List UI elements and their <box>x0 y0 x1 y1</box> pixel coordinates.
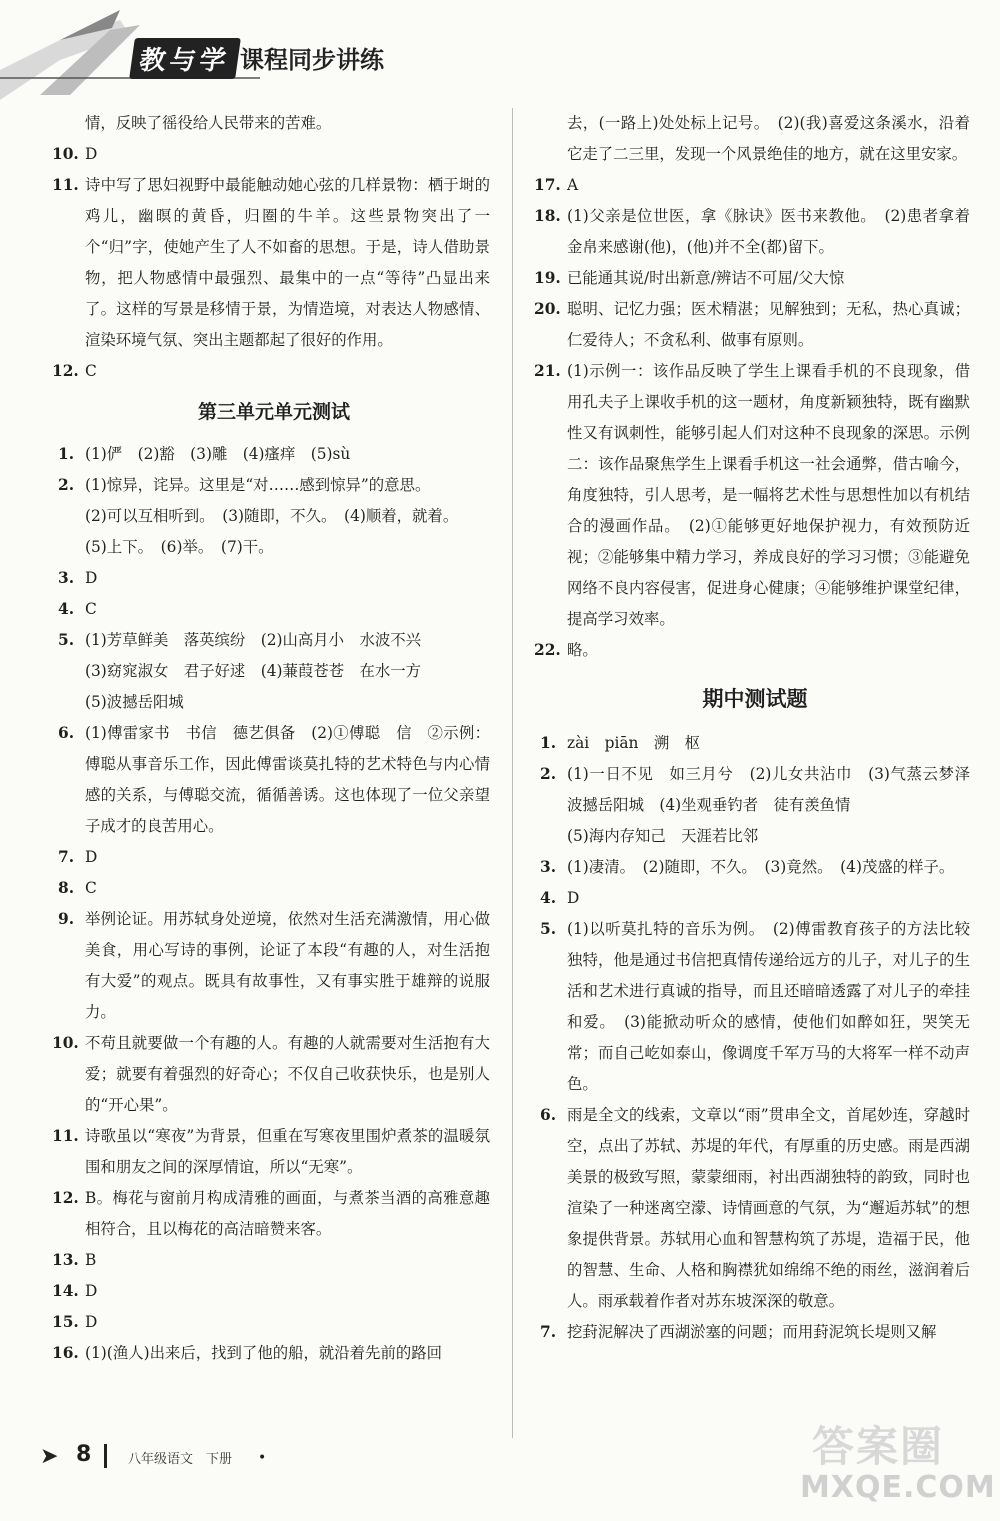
question-number: 12. <box>52 362 79 380</box>
watermark-logo <box>800 1414 995 1514</box>
answer-item <box>58 594 490 625</box>
section-title: 第三单元单元测试 <box>197 401 350 423</box>
answer-item <box>540 883 970 914</box>
answer-text: 雨是全文的线索，文章以“雨”贯串全文，首尾妙连，穿越时空，点出了苏轼、苏堤的年代，有厚重的历史感。雨是西湖美景的极致写照，蒙蒙细雨，衬出西湖独特的韵致，同时也渲染了一种迷离空濛、诗情画意的气氛，为“邂逅苏轼”的想象提供背景。苏轼用心血和智慧构筑了苏堤，造福于民，他的智慧、生命、人格和胸襟犹如绵绵不绝的雨丝，滋润着后人。雨承载着作者对苏东坡深深的敬意。 <box>567 1106 970 1310</box>
question-number: 7. <box>58 848 75 866</box>
answer-item <box>534 635 970 666</box>
answer-text: (1)芳草鲜美 落英缤纷 (2)山高月小 水波不兴 (3)窈窕淑女 君子好逑 (4)蒹葭苍苍 在水一方 (5)波撼岳阳城 <box>85 631 422 711</box>
question-number: 19. <box>534 269 561 287</box>
answer-text: (1)一日不见 如三月兮 (2)儿女共沾巾 (3)气蒸云梦泽 波撼岳阳城 (4)坐观垂钓者 徒有羡鱼情 (5)海内存知己 天涯若比邻 <box>567 765 970 845</box>
answer-text: A <box>567 176 579 194</box>
question-number: 16. <box>52 1344 79 1362</box>
answer-text: D <box>85 1313 98 1331</box>
watermark-url: MXQE.COM <box>800 1470 996 1505</box>
answer-text: (1)俨 (2)豁 (3)雕 (4)瘙痒 (5)sù <box>85 445 351 463</box>
question-number: 18. <box>534 207 561 225</box>
answer-item <box>540 759 970 852</box>
answer-text: 情，反映了徭役给人民带来的苦难。 <box>85 114 332 132</box>
answer-text: 已能通其说/时出新意/辨诘不可屈/父大惊 <box>567 269 845 287</box>
footer-divider <box>104 1444 107 1468</box>
answer-text: D <box>85 848 98 866</box>
answer-text: (1)父亲是位世医，拿《脉诀》医书来教他。 (2)患者拿着金帛来感谢(他)，(他)并不全(都)留下。 <box>567 207 970 256</box>
answer-text: B <box>85 1251 97 1269</box>
question-number: 11. <box>52 176 79 194</box>
question-number: 3. <box>540 858 557 876</box>
page-number: 8 <box>76 1442 92 1467</box>
question-number: 4. <box>540 889 557 907</box>
question-number: 21. <box>534 362 561 380</box>
answer-item <box>52 1183 490 1245</box>
answer-item <box>58 873 490 904</box>
answer-text: 不苟且就要做一个有趣的人。有趣的人就需要对生活抱有大爱；就要有着强烈的好奇心；不仅自己收获快乐，也是别人的“开心果”。 <box>85 1034 490 1114</box>
answer-item <box>52 1307 490 1338</box>
question-number: 17. <box>534 176 561 194</box>
answer-text: 诗中写了思妇视野中最能触动她心弦的几样景物：栖于埘的鸡儿，幽暝的黄昏，归圈的牛羊。这些景物突出了一个“归”字，使她产生了人不如畜的思想。于是，诗人借助景物，把人物感情中最强烈、最集中的一点“等待”凸显出来了。这样的写景是移情于景，为情造境，对表达人物感情、渲染环境气氛、突出主题都起了很好的作用。 <box>85 176 490 349</box>
brand-logo: 教与学 <box>129 38 241 79</box>
answer-item <box>534 294 970 356</box>
answer-item <box>58 625 490 718</box>
question-number: 10. <box>52 1034 79 1052</box>
answer-text: zài piān 溯 枢 <box>567 734 701 752</box>
answer-item <box>58 842 490 873</box>
question-number: 9. <box>58 910 75 928</box>
question-number: 20. <box>534 300 561 318</box>
answer-text: 举例论证。用苏轼身处逆境，依然对生活充满激情，用心做美食，用心写诗的事例，论证了本段“有趣的人，对生活抱有大爱”的观点。既具有故事性，又有事实胜于雄辩的说服力。 <box>85 910 490 1021</box>
answer-item <box>540 914 970 1100</box>
answer-item <box>52 1338 490 1369</box>
question-number: 1. <box>58 445 75 463</box>
footer-dot: • <box>258 1450 267 1466</box>
answer-text: (1)凄清。 (2)随即，不久。 (3)竟然。 (4)茂盛的样子。 <box>567 858 955 876</box>
question-number: 12. <box>52 1189 79 1207</box>
question-number: 6. <box>58 724 75 742</box>
answer-item <box>52 1245 490 1276</box>
answer-text: 挖葑泥解决了西湖淤塞的问题；而用葑泥筑长堤则又解 <box>567 1323 937 1341</box>
answer-item <box>58 904 490 1028</box>
answer-item <box>58 439 490 470</box>
answer-item <box>534 356 970 635</box>
answer-text: 略。 <box>567 641 598 659</box>
question-number: 5. <box>58 631 75 649</box>
answer-item <box>52 1121 490 1183</box>
answer-item <box>540 108 970 170</box>
question-number: 14. <box>52 1282 79 1300</box>
watermark-text: 答案圈 <box>812 1422 945 1471</box>
answer-item <box>58 718 490 842</box>
question-number: 22. <box>534 641 561 659</box>
answer-text: D <box>85 145 98 163</box>
answer-item <box>52 139 490 170</box>
answer-item <box>52 1028 490 1121</box>
question-number: 7. <box>540 1323 557 1341</box>
question-number: 1. <box>540 734 557 752</box>
page-header <box>0 0 1000 100</box>
answer-item <box>534 201 970 263</box>
answer-item <box>540 1317 970 1348</box>
answer-item <box>540 852 970 883</box>
question-number: 13. <box>52 1251 79 1269</box>
answer-item <box>58 108 490 139</box>
answer-text: (1)傅雷家书 书信 德艺俱备 (2)①傅聪 信 ②示例：傅聪从事音乐工作，因此傅雷谈莫扎特的艺术特色与内心情感的关系，与傅聪交流，循循善诱。这也体现了一位父亲望子成才的良苦用心。 <box>85 724 490 835</box>
answer-text: (1)以听莫扎特的音乐为例。 (2)傅雷教育孩子的方法比较独特，他是通过书信把真情传递给远方的儿子，对儿子的生活和艺术进行真诚的指导，而且还暗暗透露了对儿子的牵挂和爱。 (3)能掀动听众的感情，使他们如醉如狂，哭笑无常；而自己屹如泰山，像调度千军万马的大将军一样不动声色。 <box>567 920 970 1093</box>
question-number: 2. <box>58 476 75 494</box>
question-number: 3. <box>58 569 75 587</box>
question-number: 6. <box>540 1106 557 1124</box>
left-column <box>52 108 490 1369</box>
answer-item <box>52 1276 490 1307</box>
answer-item <box>52 170 490 356</box>
answer-text: C <box>85 362 97 380</box>
answer-text: (1)示例一：该作品反映了学生上课看手机的不良现象，借用孔夫子上课收手机的这一题材，角度新颖独特，既有幽默性又有讽刺性，能够引起人们对这种不良现象的深思。示例二：该作品聚焦学生上课看手机这一社会通弊，借古喻今，角度独特，引人思考，是一幅将艺术性与思想性加以有机结合的漫画作品。 (2)①能够更好地保护视力，有效预防近视；②能够集中精力学习，养成良好的学习习惯；③能避免网络不良内容侵害，促进身心健康；④能够维护课堂纪律，提高学习效率。 <box>567 362 970 628</box>
answer-item <box>534 170 970 201</box>
answer-text: (1)惊异，诧异。这里是“对……感到惊异”的意思。 (2)可以互相听到。 (3)随即，不久。 (4)顺着，就着。 (5)上下。 (6)举。 (7)干。 <box>85 476 459 556</box>
answer-text: 聪明、记忆力强；医术精湛；见解独到；无私，热心真诚；仁爱待人；不贪私利、做事有原则。 <box>567 300 970 349</box>
answer-text: 诗歌虽以“寒夜”为背景，但重在写寒夜里围炉煮茶的温暖氛围和朋友之间的深厚情谊，所以“无寒”。 <box>85 1127 490 1176</box>
answer-item <box>58 563 490 594</box>
answer-text: B。梅花与窗前月构成清雅的画面，与煮茶当酒的高雅意趣相符合，且以梅花的高洁暗赞来客。 <box>85 1189 490 1238</box>
page-footer <box>40 1440 600 1480</box>
answer-text: C <box>85 600 97 618</box>
book-title: 八年级语文 下册 <box>128 1452 233 1467</box>
arrow-icon: ➤ <box>40 1444 59 1469</box>
answer-text: C <box>85 879 97 897</box>
answer-item <box>540 1100 970 1317</box>
question-number: 15. <box>52 1313 79 1331</box>
section-title: 期中测试题 <box>702 687 808 711</box>
answer-text: D <box>85 1282 98 1300</box>
question-number: 5. <box>540 920 557 938</box>
series-title: 课程同步讲练 <box>240 46 384 74</box>
answer-item <box>540 728 970 759</box>
right-column <box>534 108 970 1348</box>
question-number: 11. <box>52 1127 79 1145</box>
question-number: 4. <box>58 600 75 618</box>
question-number: 2. <box>540 765 557 783</box>
answer-text: D <box>567 889 580 907</box>
answer-item <box>52 356 490 387</box>
column-divider <box>512 108 513 1438</box>
answer-text: D <box>85 569 98 587</box>
answer-item <box>534 263 970 294</box>
question-number: 8. <box>58 879 75 897</box>
question-number: 10. <box>52 145 79 163</box>
answer-item <box>58 470 490 563</box>
answer-text: 去，(一路上)处处标上记号。 (2)(我)喜爱这条溪水，沿着它走了二三里，发现一个风景绝佳的地方，就在这里安家。 <box>567 114 970 163</box>
answer-text: (1)(渔人)出来后，找到了他的船，就沿着先前的路回 <box>85 1344 443 1362</box>
